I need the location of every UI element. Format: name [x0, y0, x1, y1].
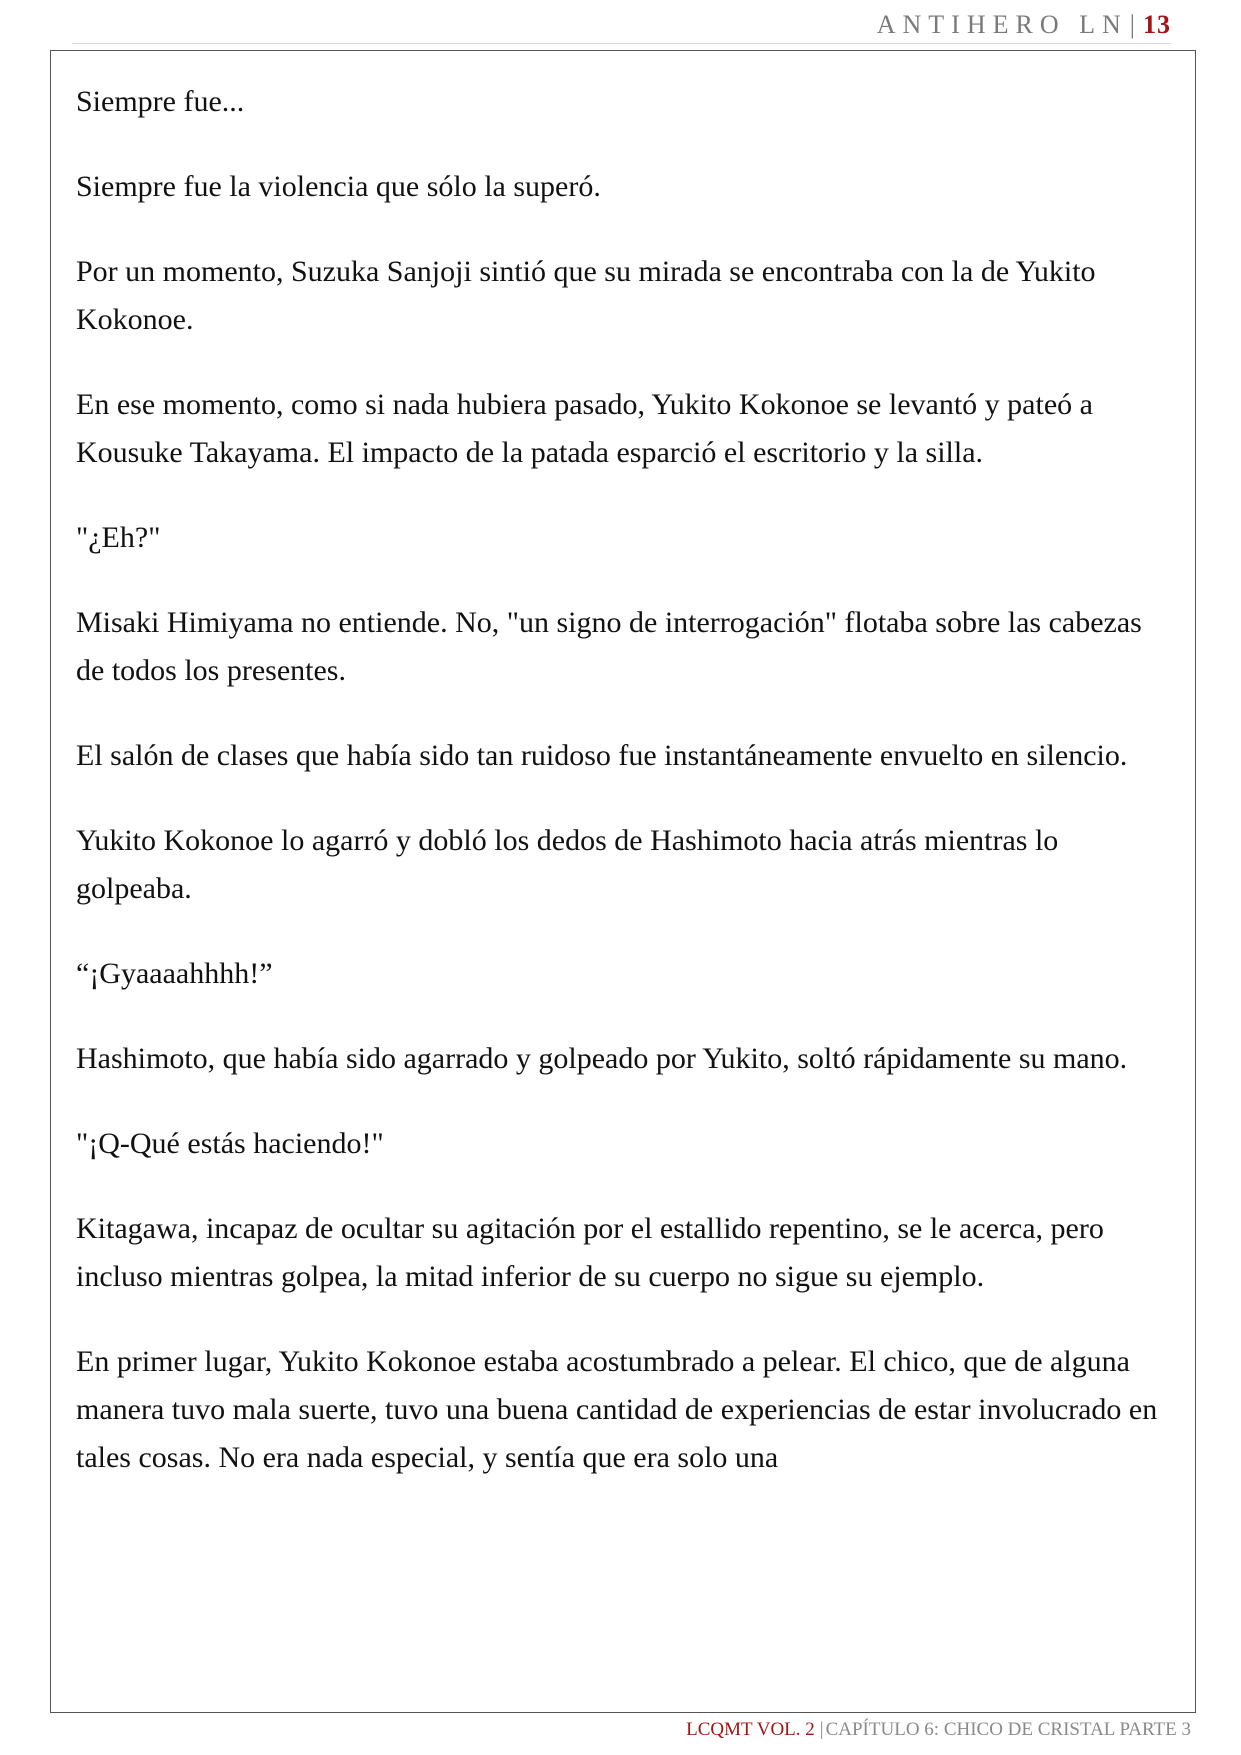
- site-name: ANTIHERO LN: [876, 10, 1128, 39]
- paragraph: “¡Gyaaaahhhh!”: [76, 957, 273, 990]
- footer-separator: |: [819, 1719, 824, 1740]
- header-rule: [72, 43, 1171, 44]
- paragraph: Misaki Himiyama no entiende. No, "un signo de interrogación" flotaba sobre las cabezas de todos los presentes.: [76, 606, 1142, 687]
- header-separator: |: [1129, 10, 1135, 39]
- paragraph: "¡Q-Qué estás haciendo!": [76, 1127, 384, 1160]
- paragraph: Por un momento, Suzuka Sanjoji sintió que su mirada se encontraba con la de Yukito Kokonoe.: [76, 255, 1096, 336]
- paragraph: Siempre fue...: [76, 85, 245, 118]
- page-number: 13: [1143, 10, 1171, 39]
- body-text: [76, 78, 1174, 1519]
- footer-chapter: CAPÍTULO 6: CHICO DE CRISTAL PARTE 3: [825, 1719, 1191, 1740]
- page-footer: [686, 1717, 1191, 1743]
- paragraph: Siempre fue la violencia que sólo la superó.: [76, 170, 601, 203]
- paragraph: En ese momento, como si nada hubiera pasado, Yukito Kokonoe se levantó y pateó a Kousuke Takayama. El impacto de la patada esparció el escritorio y la silla.: [76, 388, 1093, 469]
- paragraph: Hashimoto, que había sido agarrado y golpeado por Yukito, soltó rápidamente su mano.: [76, 1042, 1128, 1075]
- paragraph: En primer lugar, Yukito Kokonoe estaba acostumbrado a pelear. El chico, que de alguna manera tuvo mala suerte, tuvo una buena cantidad de experiencias de estar involucrado en tales cosas. No era nada especial, y sentía que era solo una: [76, 1345, 1158, 1474]
- paragraph: Kitagawa, incapaz de ocultar su agitación por el estallido repentino, se le acerca, pero incluso mientras golpea, la mitad inferior de su cuerpo no sigue su ejemplo.: [76, 1212, 1104, 1293]
- paragraph: "¿Eh?": [76, 521, 161, 554]
- paragraph: Yukito Kokonoe lo agarró y dobló los dedos de Hashimoto hacia atrás mientras lo golpeaba.: [76, 824, 1059, 905]
- page-header: [877, 8, 1171, 42]
- footer-volume: LCQMT VOL. 2: [686, 1719, 815, 1740]
- paragraph: El salón de clases que había sido tan ruidoso fue instantáneamente envuelto en silencio.: [76, 739, 1128, 772]
